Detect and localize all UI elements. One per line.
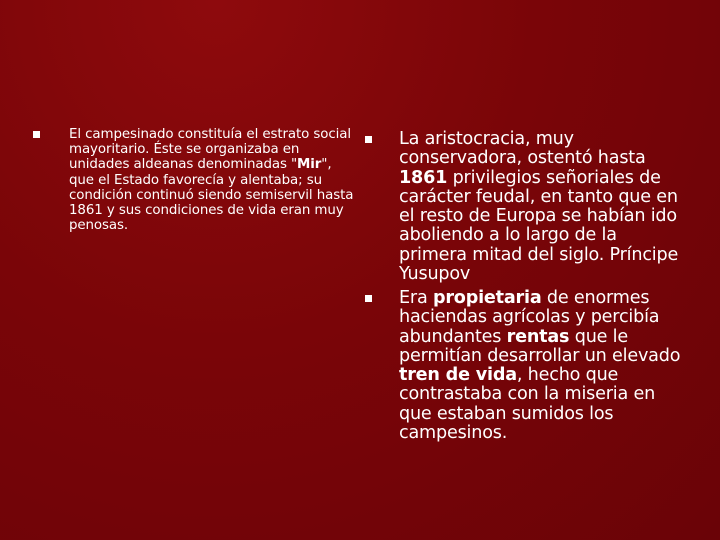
- text-segment: La aristocracia, muy conservadora, ostentó hasta: [399, 129, 646, 169]
- bold-term-mir: Mir: [297, 157, 322, 173]
- text-segment: , hecho que contrastaba con la miseria en que estaban sumidos los campesinos.: [399, 365, 656, 444]
- text-segment: El campesinado constituía el estrato social mayoritario. Éste se organizaba en unidades aldeanas denominadas ": [69, 127, 352, 173]
- bullet-marker: [365, 295, 372, 302]
- aristocracy-bullet: [399, 130, 684, 284]
- bold-year-1861: 1861: [399, 167, 448, 188]
- bold-term-rentas: rentas: [506, 326, 570, 347]
- text-segment: que le permitían desarrollar un elevado: [399, 326, 681, 366]
- text-segment: de enormes haciendas agrícolas y percibía abundantes: [399, 288, 660, 347]
- landowner-bullet: [399, 289, 684, 443]
- text-segment: Era: [399, 288, 433, 308]
- text-segment: ", que el Estado favorecía y alentaba; su condición continuó siendo semiservil hasta 1861 y sus condiciones de vida eran muy penosas.: [69, 157, 354, 234]
- text-segment: privilegios señoriales de carácter feudal, en tanto que en el resto de Europa se habían ido aboliendo a lo largo de la primera mitad del siglo. Príncipe Yusupov: [399, 167, 679, 285]
- peasantry-paragraph: [69, 127, 354, 233]
- bullet-marker: [33, 131, 40, 138]
- bold-term-propietaria: propietaria: [432, 288, 542, 308]
- bold-term-tren-de-vida: tren de vida: [399, 365, 517, 386]
- bullet-marker: [365, 136, 372, 143]
